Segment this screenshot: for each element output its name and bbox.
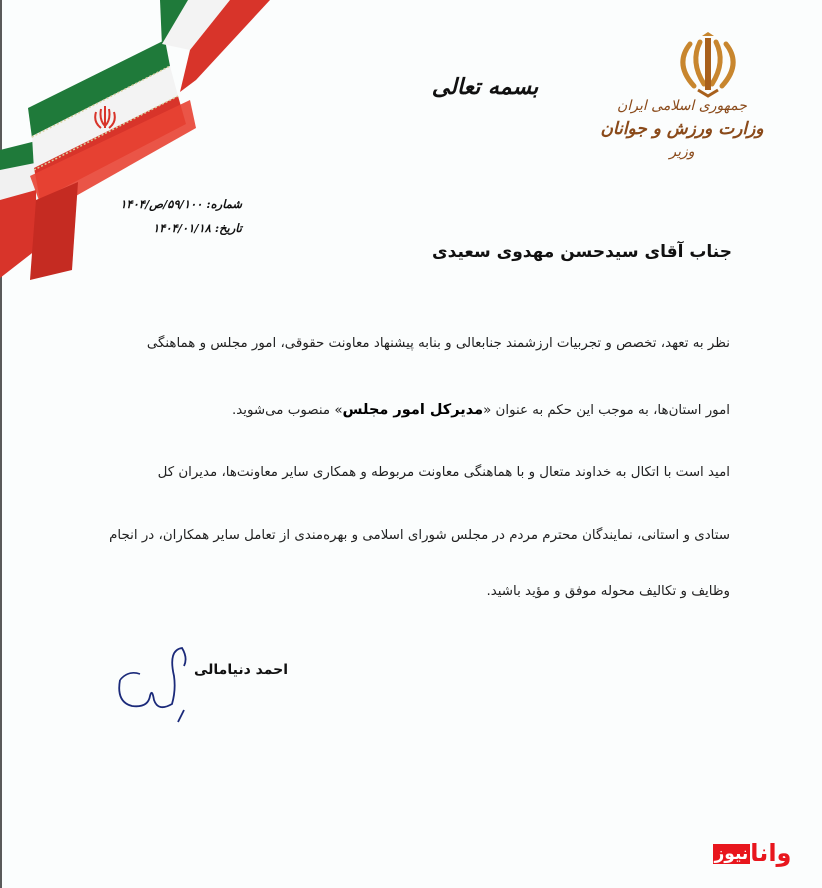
vananews-watermark-logo: [710, 837, 794, 869]
watermark-text: وانانیوز: [714, 839, 792, 867]
bismillah-heading: بسمه تعالی: [431, 74, 539, 100]
body-line-2-after: » منصوب می‌شوید.: [231, 403, 343, 418]
reference-date-label: تاریخ:: [214, 221, 242, 235]
reference-date: [120, 216, 242, 240]
ministry-name: وزارت ورزش و جوانان: [600, 119, 764, 139]
signer-name: احمد دنیامالی: [194, 662, 288, 678]
iran-emblem-icon: [672, 30, 744, 98]
body-line-4: ستادی و استانی، نمایندگان محترم مردم در مجلس شورای اسلامی و بهره‌مندی از تعامل سایر همکاران، در انجام: [109, 528, 730, 543]
reference-block: [120, 192, 242, 240]
body-line-5: وظایف و تکالیف محوله موفق و مؤید باشید.: [486, 584, 730, 599]
reference-number-value: ۵۹/۱۰۰/ص/۱۴۰۴: [120, 197, 203, 211]
minister-title: وزیر: [669, 144, 695, 160]
body-line-2-before: امور استان‌ها، به موجب این حکم به عنوان «: [483, 403, 730, 418]
country-name: جمهوری اسلامی ایران: [617, 98, 747, 114]
ministry-header: [592, 96, 772, 162]
body-line-2: [78, 402, 730, 418]
body-line-3: امید است با اتکال به خداوند متعال و با هماهنگی معاونت مربوطه و همکاری سایر معاونت‌ها، مدیران کل: [157, 465, 730, 480]
reference-number: [120, 192, 242, 216]
reference-number-label: شماره:: [206, 197, 242, 211]
appointment-title: مدیرکل امور مجلس: [342, 402, 484, 418]
reference-date-value: ۱۴۰۴/۰۱/۱۸: [153, 221, 211, 235]
body-line-1: نظر به تعهد، تخصص و تجربیات ارزشمند جنابعالی و بنابه پیشنهاد معاونت حقوقی، امور مجلس و هماهنگی: [146, 336, 730, 351]
addressee: جناب آقای سیدحسن مهدوی سعیدی: [432, 242, 732, 262]
signature-icon: [112, 640, 192, 730]
iran-flag-ribbon-icon: [0, 0, 280, 290]
